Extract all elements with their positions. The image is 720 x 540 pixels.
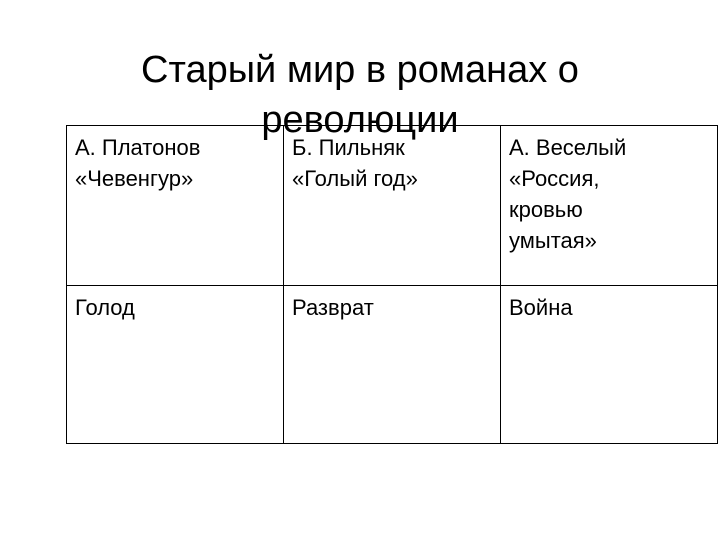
slide-title-line-2: революции xyxy=(261,99,459,142)
cell-theme: Разврат xyxy=(292,295,374,320)
novels-table xyxy=(66,125,718,444)
cell-novel-title: «Голый год» xyxy=(292,166,418,191)
cell-author: Б. Пильняк xyxy=(292,135,405,160)
table-cell-theme-hunger xyxy=(67,286,284,444)
cell-author: А. Платонов xyxy=(75,135,201,160)
cell-novel-title: умытая» xyxy=(509,228,597,253)
table-cell-theme-debauchery xyxy=(284,286,501,444)
cell-novel-title: «Чевенгур» xyxy=(75,166,194,191)
cell-author: А. Веселый xyxy=(509,135,627,160)
table-cell-platonov xyxy=(67,126,284,286)
cell-novel-title: кровью xyxy=(509,197,583,222)
table-row-books xyxy=(67,126,718,286)
slide-title-line-1: Старый мир в романах о xyxy=(141,49,579,92)
table-cell-theme-war xyxy=(501,286,718,444)
table-cell-pilnyak xyxy=(284,126,501,286)
cell-novel-title: «Россия, xyxy=(509,166,600,191)
table-cell-vesely xyxy=(501,126,718,286)
table-row-themes xyxy=(67,286,718,444)
cell-theme: Голод xyxy=(75,295,135,320)
cell-theme: Война xyxy=(509,295,573,320)
